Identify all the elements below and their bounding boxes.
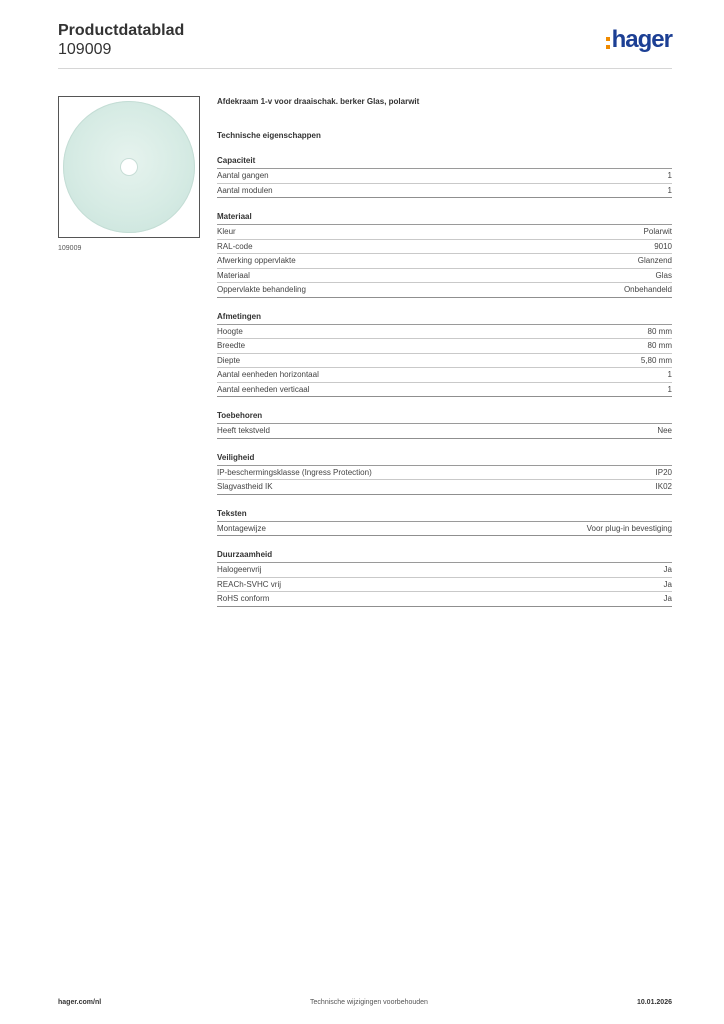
- spec-section: [217, 211, 672, 298]
- spec-label: Materiaal: [217, 270, 250, 280]
- spec-section: [217, 508, 672, 537]
- spec-value: 5,80 mm: [640, 355, 672, 365]
- spec-label: Aantal modulen: [217, 185, 273, 195]
- spec-section: [217, 311, 672, 398]
- spec-value: Voor plug-in bevestiging: [586, 523, 672, 533]
- spec-label: Afwerking oppervlakte: [217, 256, 296, 265]
- spec-value: Polarwit: [643, 227, 672, 236]
- product-image-cover-plate: [63, 101, 195, 233]
- spec-row: [217, 254, 672, 269]
- spec-row: [217, 325, 672, 340]
- spec-section: [217, 410, 672, 439]
- spec-value: 1: [667, 384, 672, 394]
- spec-row: [217, 563, 672, 578]
- spec-row: [217, 480, 672, 495]
- spec-value: Ja: [663, 565, 672, 574]
- product-number: 109009: [58, 41, 112, 58]
- spec-value: 1: [667, 171, 672, 180]
- product-image-frame: [58, 96, 200, 238]
- technical-properties-heading: Technische eigenschappen: [217, 131, 321, 140]
- document-header: [58, 22, 184, 59]
- spec-value: Ja: [663, 579, 672, 589]
- spec-value: IK02: [655, 482, 672, 491]
- spec-label: Kleur: [217, 227, 236, 236]
- spec-value: 1: [667, 185, 672, 195]
- spec-label: Aantal eenheden horizontaal: [217, 370, 319, 379]
- logo-colon-icon: [606, 37, 610, 49]
- spec-section-title: Afmetingen: [217, 311, 672, 325]
- spec-row: [217, 424, 672, 439]
- spec-row: [217, 578, 672, 593]
- spec-section: [217, 549, 672, 607]
- spec-label: Aantal gangen: [217, 171, 269, 180]
- spec-label: Breedte: [217, 341, 246, 350]
- spec-value: Glas: [655, 270, 672, 280]
- spec-label: Slagvastheid IK: [217, 482, 273, 491]
- product-title: Afdekraam 1-v voor draaischak. berker Glas, polarwit: [217, 97, 420, 106]
- spec-section: [217, 452, 672, 495]
- spec-value: 1: [667, 370, 672, 379]
- spec-row: [217, 592, 672, 607]
- product-content: [217, 96, 672, 607]
- page-title: Productdatablad: [58, 22, 185, 39]
- spec-row: [217, 169, 672, 184]
- spec-sections: [217, 155, 672, 607]
- spec-label: Aantal eenheden verticaal: [217, 384, 310, 394]
- spec-label: REACh-SVHC vrij: [217, 579, 282, 589]
- spec-value: Onbehandeld: [623, 285, 672, 294]
- footer-website: hager.com/nl: [58, 999, 102, 1006]
- spec-label: Oppervlakte behandeling: [217, 285, 306, 294]
- spec-value: Ja: [663, 594, 672, 603]
- footer-date: 10.01.2026: [636, 999, 672, 1006]
- spec-row: [217, 368, 672, 383]
- spec-section-title: Veiligheid: [217, 452, 672, 466]
- spec-row: [217, 466, 672, 481]
- spec-row: [217, 354, 672, 369]
- spec-value: 80 mm: [647, 326, 672, 336]
- spec-label: RAL-code: [217, 241, 253, 251]
- footer-disclaimer: Technische wijzigingen voorbehouden: [310, 999, 428, 1006]
- spec-label: Montagewijze: [217, 523, 266, 533]
- spec-label: Hoogte: [217, 326, 243, 336]
- cover-plate-center-hole: [121, 159, 137, 175]
- spec-row: [217, 184, 672, 199]
- spec-row: [217, 522, 672, 537]
- spec-label: Heeft tekstveld: [217, 426, 270, 435]
- spec-label: Diepte: [217, 355, 241, 365]
- logo-wordmark: hager: [611, 26, 672, 53]
- spec-label: Halogeenvrij: [217, 565, 262, 574]
- spec-value: Nee: [657, 426, 672, 435]
- spec-section-title: Teksten: [217, 508, 672, 522]
- spec-value: IP20: [655, 467, 672, 477]
- spec-row: [217, 383, 672, 398]
- spec-row: [217, 269, 672, 284]
- spec-label: RoHS conform: [217, 594, 270, 603]
- spec-label: IP-beschermingsklasse (Ingress Protection): [217, 467, 372, 477]
- spec-row: [217, 283, 672, 298]
- spec-section: [217, 155, 672, 198]
- spec-row: [217, 339, 672, 354]
- spec-value: 80 mm: [647, 341, 672, 350]
- spec-value: Glanzend: [637, 256, 672, 265]
- hager-logo: [606, 28, 672, 52]
- spec-section-title: Toebehoren: [217, 410, 672, 424]
- spec-value: 9010: [654, 241, 672, 251]
- spec-section-title: Duurzaamheid: [217, 549, 672, 563]
- header-divider: [58, 68, 672, 69]
- spec-row: [217, 240, 672, 255]
- spec-row: [217, 225, 672, 240]
- spec-section-title: Materiaal: [217, 211, 672, 225]
- product-image-caption: 109009: [58, 245, 82, 252]
- spec-section-title: Capaciteit: [217, 155, 672, 169]
